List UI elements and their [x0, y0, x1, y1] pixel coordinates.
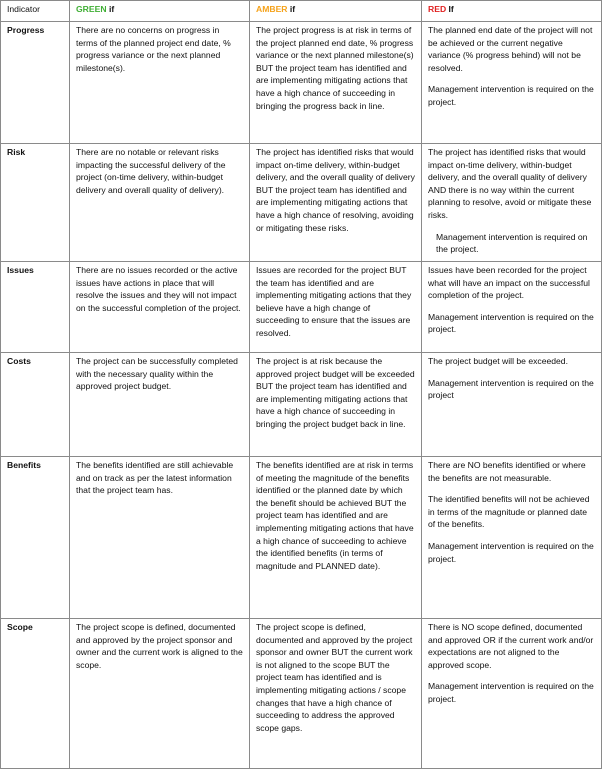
cell-costs-amber: The project is at risk because the approved project budget will be exceeded BUT the project team has identified and are implementing mitigating actions that have a high chance of succeeding in bringing the project budget back in line. — [250, 353, 422, 457]
cell-progress-green: There are no concerns on progress in terms of the planned project end date, % progress variance or the next planned milestone(s). — [70, 22, 250, 144]
cell-scope-amber: The project scope is defined, documented and approved by the project sponsor and owner BUT the current work is not aligned to the scope BUT the project team has identified and is implementing mitigating actions / scope changes that have a high chance of succeeding to address the approved scope gaps. — [250, 619, 422, 769]
cell-scope-red: There is NO scope defined, documented and approved OR if the current work and/or expectations are not aligned to the approved scope. Management intervention is required on the project. — [422, 619, 602, 769]
indicator-risk: Risk — [1, 144, 70, 262]
indicator-progress: Progress — [1, 22, 70, 144]
cell-benefits-amber: The benefits identified are at risk in terms of meeting the magnitude of the benefits identified or the planned date by which the benefit should be achieved BUT the project team has identified and are implementing mitigating actions that have a high chance of succeeding to achieve the identified benefits (in terms of magnitude and PLANNED date). — [250, 457, 422, 619]
cell-risk-green: There are no notable or relevant risks impacting the successful delivery of the project (on-time delivery, within-budget delivery and overall quality of delivery). — [70, 144, 250, 262]
amber-label: AMBER — [256, 4, 288, 14]
header-amber — [250, 1, 422, 22]
amber-suffix: if — [287, 4, 296, 14]
table-row-risk — [1, 144, 602, 262]
header-red — [422, 1, 602, 22]
table-row-costs — [1, 353, 602, 457]
cell-issues-green: There are no issues recorded or the active issues have actions in place that will resolve the issues and they will not impact on the successful completion of the project. — [70, 262, 250, 353]
cell-benefits-green: The benefits identified are still achievable and on track as per the latest information that the project team has. — [70, 457, 250, 619]
cell-risk-red: The project has identified risks that would impact on-time delivery, within-budget delivery, and the overall quality of delivery AND there is no way within the current planning to resolve, avoid or mitigate these risks. Management intervention is required on the project. — [422, 144, 602, 262]
cell-costs-green: The project can be successfully completed with the necessary quality within the approved project budget. — [70, 353, 250, 457]
red-suffix: If — [446, 4, 454, 14]
table-row-benefits — [1, 457, 602, 619]
cell-costs-red: The project budget will be exceeded. Management intervention is required on the project — [422, 353, 602, 457]
table-row-issues — [1, 262, 602, 353]
cell-benefits-red: There are NO benefits identified or where the benefits are not measurable. The identified benefits will not be achieved in terms of the magnitude or planned date of the benefits. Management intervention is required on the project. — [422, 457, 602, 619]
indicator-issues: Issues — [1, 262, 70, 353]
header-row — [1, 1, 602, 22]
table-row-scope — [1, 619, 602, 769]
green-label: GREEN — [76, 4, 107, 14]
header-green — [70, 1, 250, 22]
cell-progress-red: The planned end date of the project will not be achieved or the current negative variance (% progress behind) will not be resolved. Management intervention is required on the project. — [422, 22, 602, 144]
table-row-progress — [1, 22, 602, 144]
cell-progress-amber: The project progress is at risk in terms of the project planned end date, % progress variance or the next planned milestone(s) BUT the project team has identified and are implementing mitigating actions that have a high chance of succeeding in bringing the progress back in line. — [250, 22, 422, 144]
green-suffix: if — [106, 4, 115, 14]
header-indicator: Indicator — [1, 1, 70, 22]
cell-issues-red: Issues have been recorded for the project what will have an impact on the successful completion of the project. Management intervention is required on the project. — [422, 262, 602, 353]
red-label: RED — [428, 4, 447, 14]
indicator-scope: Scope — [1, 619, 70, 769]
cell-risk-amber: The project has identified risks that would impact on-time delivery, within-budget delivery, and the overall quality of delivery BUT the project team has identified and are implementing mitigating actions that have a high chance of resolving, avoiding or mitigating these risks. — [250, 144, 422, 262]
indicator-costs: Costs — [1, 353, 70, 457]
indicator-benefits: Benefits — [1, 457, 70, 619]
cell-scope-green: The project scope is defined, documented and approved by the project sponsor and owner and the current work is aligned to the scope. — [70, 619, 250, 769]
cell-issues-amber: Issues are recorded for the project BUT the team has identified and are implementing mitigating actions that they believe have a high change of succeeding to ensure that the issues are resolved. — [250, 262, 422, 353]
